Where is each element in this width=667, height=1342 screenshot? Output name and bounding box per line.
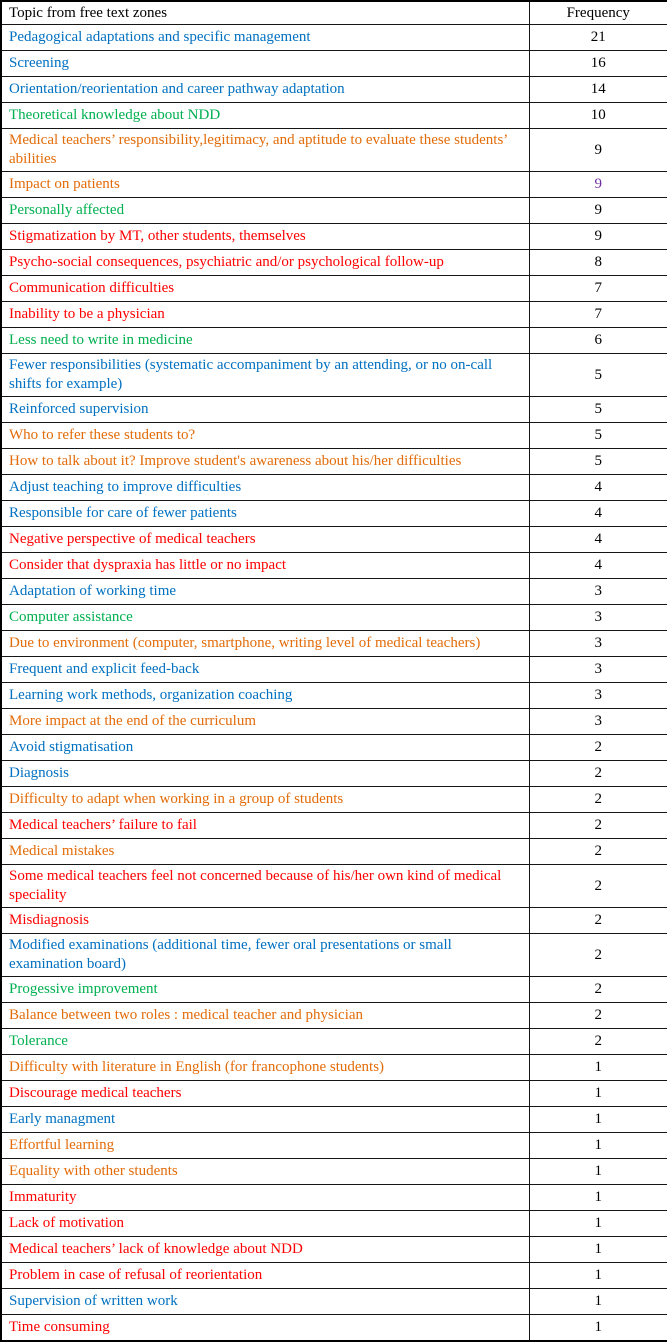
topic-cell: Effortful learning	[1, 1133, 529, 1159]
table-row	[1, 1107, 667, 1133]
table-row	[1, 354, 667, 397]
frequency-cell: 8	[529, 250, 667, 276]
topic-cell: Progessive improvement	[1, 977, 529, 1003]
table-row	[1, 1289, 667, 1315]
table-row	[1, 302, 667, 328]
table-row	[1, 977, 667, 1003]
frequency-cell: 4	[529, 501, 667, 527]
frequency-cell: 9	[529, 129, 667, 172]
topic-cell: Frequent and explicit feed-back	[1, 657, 529, 683]
frequency-cell: 1	[529, 1159, 667, 1185]
table-row	[1, 761, 667, 787]
topic-cell: Computer assistance	[1, 605, 529, 631]
topic-cell: Medical teachers’ responsibility,legitimacy, and aptitude to evaluate these students’ abilities	[1, 129, 529, 172]
table-row	[1, 787, 667, 813]
topic-cell: Early managment	[1, 1107, 529, 1133]
table-row	[1, 501, 667, 527]
frequency-cell: 2	[529, 908, 667, 934]
topic-cell: Problem in case of refusal of reorientation	[1, 1263, 529, 1289]
table-row	[1, 813, 667, 839]
table-row	[1, 683, 667, 709]
frequency-cell: 1	[529, 1185, 667, 1211]
topic-cell: Adaptation of working time	[1, 579, 529, 605]
topic-cell: Balance between two roles : medical teacher and physician	[1, 1003, 529, 1029]
topic-cell: Communication difficulties	[1, 276, 529, 302]
table-row	[1, 1315, 667, 1342]
frequency-cell: 5	[529, 354, 667, 397]
frequency-cell: 1	[529, 1133, 667, 1159]
topic-cell: Diagnosis	[1, 761, 529, 787]
table-row	[1, 1003, 667, 1029]
frequency-cell: 14	[529, 77, 667, 103]
frequency-cell: 3	[529, 631, 667, 657]
frequency-cell: 1	[529, 1289, 667, 1315]
table-row	[1, 172, 667, 198]
frequency-cell: 2	[529, 813, 667, 839]
topic-cell: Avoid stigmatisation	[1, 735, 529, 761]
topic-cell: More impact at the end of the curriculum	[1, 709, 529, 735]
frequency-column-header: Frequency	[529, 1, 667, 25]
table-row	[1, 1237, 667, 1263]
topic-cell: Medical teachers’ lack of knowledge about NDD	[1, 1237, 529, 1263]
table-row	[1, 839, 667, 865]
topic-cell: Difficulty to adapt when working in a group of students	[1, 787, 529, 813]
table-row	[1, 579, 667, 605]
frequency-cell: 3	[529, 605, 667, 631]
frequency-cell: 2	[529, 934, 667, 977]
topic-cell: Screening	[1, 51, 529, 77]
topic-cell: Immaturity	[1, 1185, 529, 1211]
frequency-cell: 21	[529, 25, 667, 51]
topic-cell: Lack of motivation	[1, 1211, 529, 1237]
frequency-cell: 4	[529, 527, 667, 553]
frequency-cell: 9	[529, 172, 667, 198]
frequency-cell: 1	[529, 1107, 667, 1133]
table-row	[1, 1263, 667, 1289]
frequency-cell: 10	[529, 103, 667, 129]
table-row	[1, 908, 667, 934]
table-row	[1, 25, 667, 51]
table-row	[1, 1211, 667, 1237]
frequency-cell: 2	[529, 735, 667, 761]
topic-cell: Due to environment (computer, smartphone, writing level of medical teachers)	[1, 631, 529, 657]
frequency-cell: 1	[529, 1237, 667, 1263]
frequency-cell: 4	[529, 475, 667, 501]
topic-cell: Modified examinations (additional time, fewer oral presentations or small examination board)	[1, 934, 529, 977]
topic-cell: Personally affected	[1, 198, 529, 224]
frequency-cell: 1	[529, 1211, 667, 1237]
topic-cell: How to talk about it? Improve student's awareness about his/her difficulties	[1, 449, 529, 475]
topic-cell: Misdiagnosis	[1, 908, 529, 934]
topic-cell: Who to refer these students to?	[1, 423, 529, 449]
table-row	[1, 709, 667, 735]
table-row	[1, 423, 667, 449]
frequency-cell: 2	[529, 865, 667, 908]
table-row	[1, 605, 667, 631]
frequency-cell: 9	[529, 198, 667, 224]
frequency-cell: 2	[529, 1003, 667, 1029]
table-row	[1, 1159, 667, 1185]
table-row	[1, 449, 667, 475]
topic-cell: Responsible for care of fewer patients	[1, 501, 529, 527]
topic-cell: Orientation/reorientation and career pathway adaptation	[1, 77, 529, 103]
frequency-cell: 4	[529, 553, 667, 579]
frequency-cell: 1	[529, 1315, 667, 1342]
table-row	[1, 198, 667, 224]
frequency-cell: 2	[529, 1029, 667, 1055]
frequency-cell: 7	[529, 276, 667, 302]
topic-cell: Tolerance	[1, 1029, 529, 1055]
frequency-cell: 1	[529, 1055, 667, 1081]
frequency-cell: 3	[529, 579, 667, 605]
table-row	[1, 865, 667, 908]
topic-cell: Stigmatization by MT, other students, themselves	[1, 224, 529, 250]
table-row	[1, 475, 667, 501]
table-row	[1, 1055, 667, 1081]
table-row	[1, 250, 667, 276]
topic-cell: Consider that dyspraxia has little or no impact	[1, 553, 529, 579]
frequency-cell: 2	[529, 787, 667, 813]
frequency-cell: 3	[529, 683, 667, 709]
topic-cell: Pedagogical adaptations and specific management	[1, 25, 529, 51]
table-row	[1, 77, 667, 103]
topic-cell: Reinforced supervision	[1, 397, 529, 423]
table-row	[1, 553, 667, 579]
topic-cell: Psycho-social consequences, psychiatric and/or psychological follow-up	[1, 250, 529, 276]
topic-cell: Less need to write in medicine	[1, 328, 529, 354]
table-row	[1, 1133, 667, 1159]
table-row	[1, 1185, 667, 1211]
frequency-cell: 5	[529, 397, 667, 423]
frequency-cell: 2	[529, 839, 667, 865]
frequency-cell: 1	[529, 1263, 667, 1289]
table-row	[1, 103, 667, 129]
frequency-cell: 2	[529, 761, 667, 787]
table-row	[1, 631, 667, 657]
table-row	[1, 129, 667, 172]
table-row	[1, 397, 667, 423]
table-row	[1, 735, 667, 761]
table-row	[1, 657, 667, 683]
topic-cell: Medical mistakes	[1, 839, 529, 865]
frequency-cell: 5	[529, 423, 667, 449]
table-row	[1, 1029, 667, 1055]
frequency-cell: 6	[529, 328, 667, 354]
topic-cell: Difficulty with literature in English (for francophone students)	[1, 1055, 529, 1081]
frequency-cell: 3	[529, 657, 667, 683]
frequency-cell: 1	[529, 1081, 667, 1107]
topic-cell: Negative perspective of medical teachers	[1, 527, 529, 553]
table-body	[1, 25, 667, 1342]
topic-cell: Supervision of written work	[1, 1289, 529, 1315]
frequency-cell: 7	[529, 302, 667, 328]
topic-cell: Equality with other students	[1, 1159, 529, 1185]
topic-column-header: Topic from free text zones	[1, 1, 529, 25]
topic-cell: Inability to be a physician	[1, 302, 529, 328]
topic-cell: Fewer responsibilities (systematic accompaniment by an attending, or no on-call shifts for example)	[1, 354, 529, 397]
header-row	[1, 1, 667, 25]
topic-cell: Time consuming	[1, 1315, 529, 1342]
frequency-cell: 16	[529, 51, 667, 77]
table-row	[1, 1081, 667, 1107]
topic-cell: Adjust teaching to improve difficulties	[1, 475, 529, 501]
table-row	[1, 328, 667, 354]
table-row	[1, 934, 667, 977]
table-row	[1, 527, 667, 553]
topic-cell: Some medical teachers feel not concerned because of his/her own kind of medical speciality	[1, 865, 529, 908]
topic-cell: Learning work methods, organization coaching	[1, 683, 529, 709]
topic-cell: Medical teachers’ failure to fail	[1, 813, 529, 839]
topic-cell: Impact on patients	[1, 172, 529, 198]
frequency-cell: 2	[529, 977, 667, 1003]
topic-cell: Discourage medical teachers	[1, 1081, 529, 1107]
topic-cell: Theoretical knowledge about NDD	[1, 103, 529, 129]
frequency-cell: 5	[529, 449, 667, 475]
table-row	[1, 51, 667, 77]
table-row	[1, 224, 667, 250]
table-row	[1, 276, 667, 302]
frequency-cell: 9	[529, 224, 667, 250]
frequency-cell: 3	[529, 709, 667, 735]
